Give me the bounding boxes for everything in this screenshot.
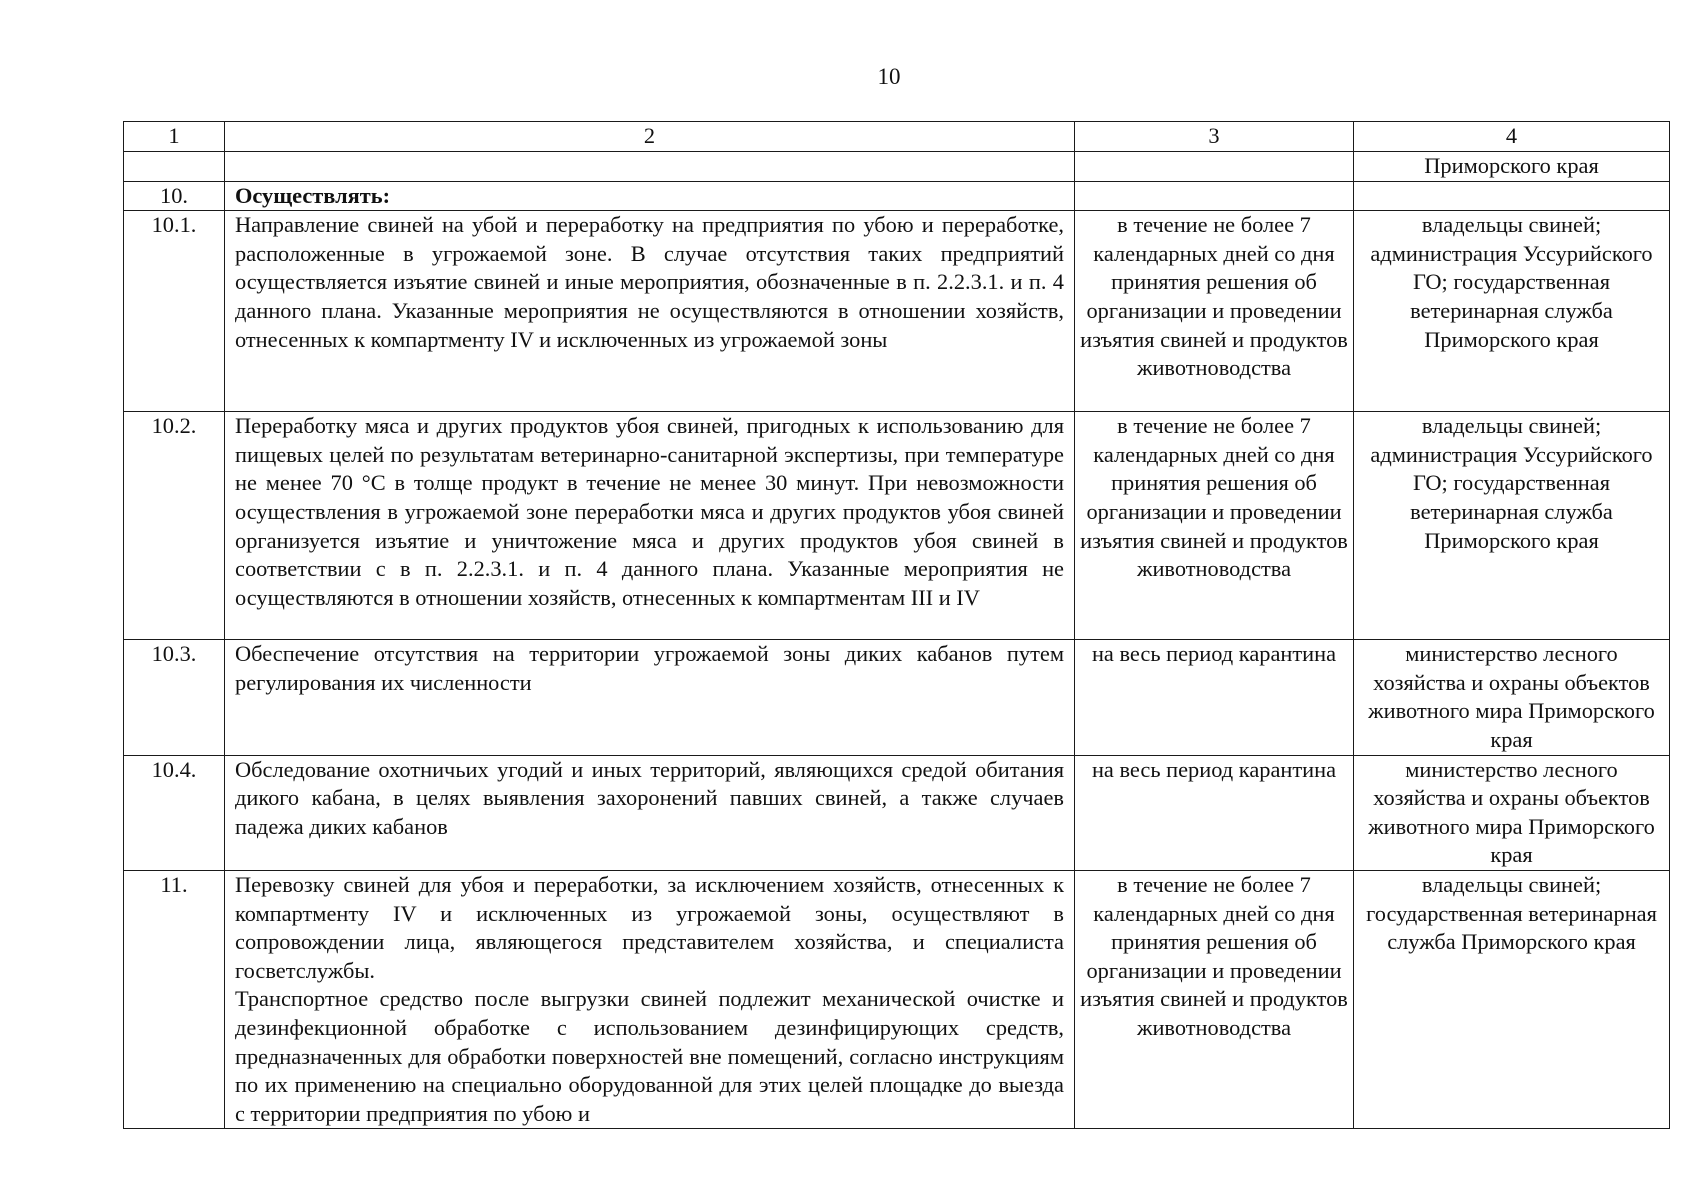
- measures-table: [123, 121, 1670, 1129]
- responsible: [1354, 181, 1670, 211]
- responsible: Приморского края: [1354, 152, 1670, 182]
- deadline: в течение не более 7 календарных дней со дня принятия решения об организации и проведении изъятия свиней и продуктов животноводства: [1075, 870, 1354, 1128]
- measure-text: Обследование охотничьих угодий и иных территорий, являющихся средой обитания дикого кабана, в целях выявления захоронений павших свиней, а также случаев падежа диких кабанов: [225, 755, 1075, 870]
- responsible: владельцы свиней; администрация Уссурийского ГО; государственная ветеринарная служба Приморского края: [1354, 211, 1670, 412]
- measure-text: [225, 152, 1075, 182]
- column-number-1: 1: [124, 122, 225, 152]
- column-number-row: [124, 122, 1670, 152]
- table-row: [124, 755, 1670, 870]
- deadline: на весь период карантина: [1075, 640, 1354, 755]
- responsible: министерство лесного хозяйства и охраны объектов животного мира Приморского края: [1354, 640, 1670, 755]
- row-number: 10.4.: [124, 755, 225, 870]
- deadline: в течение не более 7 календарных дней со дня принятия решения об организации и проведении изъятия свиней и продуктов животноводства: [1075, 412, 1354, 640]
- row-number: 10.2.: [124, 412, 225, 640]
- measure-text: Обеспечение отсутствия на территории угрожаемой зоны диких кабанов путем регулирования их численности: [225, 640, 1075, 755]
- table-row: [124, 211, 1670, 412]
- section-heading: Осуществлять:: [225, 181, 1075, 211]
- measure-paragraph: Перевозку свиней для убоя и переработки, за исключением хозяйств, отнесенных к компартменту IV и исключенных из угрожаемой зоны, осуществляют в сопровождении лица, являющегося представителем хозяйства, и специалиста госветслужбы.: [235, 871, 1064, 983]
- row-number: 10.1.: [124, 211, 225, 412]
- column-number-2: 2: [225, 122, 1075, 152]
- deadline: [1075, 181, 1354, 211]
- table-row: [124, 181, 1670, 211]
- responsible: владельцы свиней; администрация Уссурийского ГО; государственная ветеринарная служба Приморского края: [1354, 412, 1670, 640]
- measure-paragraph: Транспортное средство после выгрузки свиней подлежит механической очистке и дезинфекционной обработке с использованием дезинфицирующих средств, предназначенных для обработки поверхностей вне помещений, согласно инструкциям по их применению на специально оборудованной для этих целей площадке до выезда с территории предприятия по убою и: [235, 986, 1064, 1126]
- measure-text: Переработку мяса и других продуктов убоя свиней, пригодных к использованию для пищевых целей по результатам ветеринарно-санитарной экспертизы, при температуре не менее 70 °С в толще продукт в течение не менее 30 минут. При невозможности осуществления в угрожаемой зоне переработки мяса и других продуктов убоя свиней организуется изъятие и уничтожение мяса и других продуктов убоя свиней в соответствии с в п. 2.2.3.1. и п. 4 данного плана. Указанные мероприятия не осуществляются в отношении хозяйств, отнесенных к компартментам III и IV: [225, 412, 1075, 640]
- table-row: [124, 412, 1670, 640]
- row-number: 10.: [124, 181, 225, 211]
- row-number: 10.3.: [124, 640, 225, 755]
- row-number: [124, 152, 225, 182]
- responsible: министерство лесного хозяйства и охраны объектов животного мира Приморского края: [1354, 755, 1670, 870]
- column-number-4: 4: [1354, 122, 1670, 152]
- table-row: [124, 152, 1670, 182]
- column-number-3: 3: [1075, 122, 1354, 152]
- measure-text: Направление свиней на убой и переработку на предприятия по убою и переработке, расположенные в угрожаемой зоне. В случае отсутствия таких предприятий осуществляется изъятие свиней и иные мероприятия, обозначенные в п. 2.2.3.1. и п. 4 данного плана. Указанные мероприятия не осуществляются в отношении хозяйств, отнесенных к компартменту IV и исключенных из угрожаемой зоны: [225, 211, 1075, 412]
- deadline: [1075, 152, 1354, 182]
- table-row: [124, 640, 1670, 755]
- table-row: [124, 870, 1670, 1128]
- deadline: в течение не более 7 календарных дней со дня принятия решения об организации и проведении изъятия свиней и продуктов животноводства: [1075, 211, 1354, 412]
- measure-text: [225, 870, 1075, 1128]
- deadline: на весь период карантина: [1075, 755, 1354, 870]
- responsible: владельцы свиней; государственная ветеринарная служба Приморского края: [1354, 870, 1670, 1128]
- page-number: 10: [877, 64, 901, 89]
- row-number: 11.: [124, 870, 225, 1128]
